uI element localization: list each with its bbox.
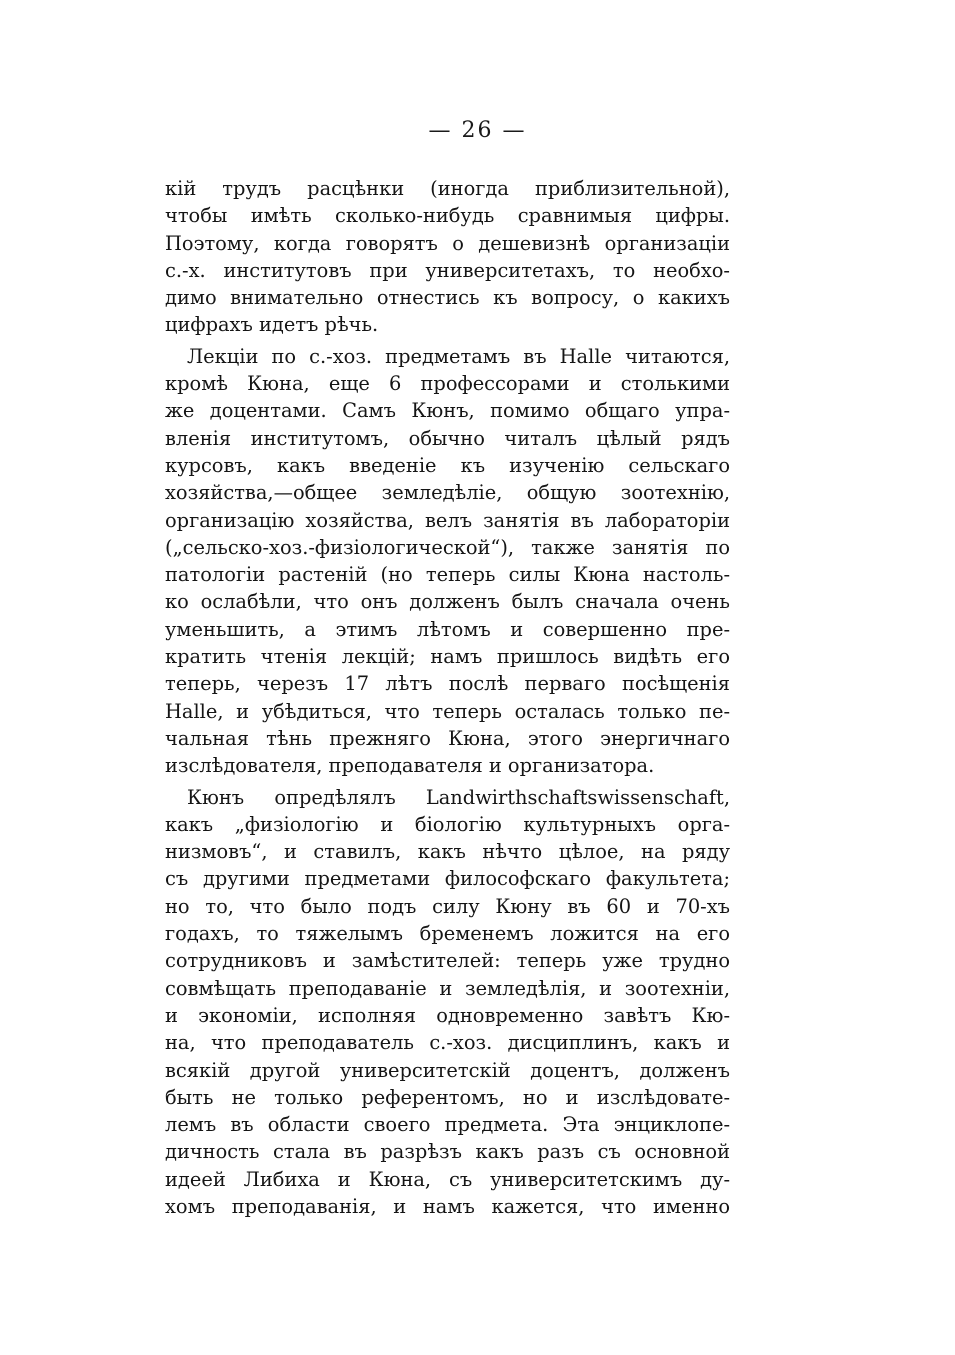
text-line: Halle, и убѣдиться, что теперь осталась только пе- bbox=[165, 699, 730, 723]
page-number: — 26 — bbox=[428, 118, 527, 143]
text-line: хомъ преподаванія, и намъ кажется, что именно bbox=[165, 1194, 730, 1218]
text-line: уменьшить, а этимъ лѣтомъ и совершенно пре- bbox=[165, 617, 730, 641]
text-line: цифрахъ идетъ рѣчь. bbox=[165, 313, 379, 337]
text-line: какъ „физіологію и біологію культурныхъ орга- bbox=[165, 812, 730, 836]
text-line: Поэтому, когда говорятъ о дешевизнѣ организаціи bbox=[165, 231, 730, 255]
text-line: и экономіи, исполняя одновременно завѣтъ Кю- bbox=[165, 1003, 730, 1027]
text-line: съ другими предметами философскаго факультета; bbox=[165, 867, 730, 891]
text-line: теперь, черезъ 17 лѣтъ послѣ перваго посѣщенія bbox=[165, 672, 730, 696]
text-line: изслѣдователя, преподавателя и организатора. bbox=[165, 754, 655, 778]
text-line: курсовъ, какъ введеніе къ изученію сельскаго bbox=[165, 453, 730, 477]
text-line: организацію хозяйства, велъ занятія въ лабораторіи bbox=[165, 508, 730, 532]
text-line: дичность стала въ разрѣзъ какъ разъ съ основной bbox=[165, 1140, 730, 1164]
text-line: Кюнъ опредѣлялъ Landwirthschaftswissenschaft, bbox=[187, 785, 730, 809]
text-line: совмѣщать преподаваніе и земледѣлія, и зоотехніи, bbox=[165, 976, 730, 1000]
text-line: годахъ, то тяжелымъ бременемъ ложится на его bbox=[165, 922, 730, 946]
text-line: всякій другой университетскій доцентъ, долженъ bbox=[165, 1058, 730, 1082]
text-line: же доцентами. Самъ Кюнъ, помимо общаго упра- bbox=[165, 399, 730, 423]
text-line: вленія институтомъ, обычно читалъ цѣлый рядъ bbox=[165, 426, 730, 450]
text-line: димо внимательно отнестись къ вопросу, о какихъ bbox=[165, 286, 730, 310]
text-line: на, что преподаватель с.-хоз. дисциплинъ, какъ и bbox=[165, 1031, 730, 1055]
text-line: но то, что было подъ силу Кюну въ 60 и 70-хъ bbox=[165, 894, 730, 918]
text-line: чтобы имѣть сколько-нибудь сравнимыя цифры. bbox=[165, 204, 730, 228]
body-text bbox=[165, 175, 730, 1220]
text-line: кій трудъ расцѣнки (иногда приблизительной), bbox=[165, 177, 730, 200]
text-line: низмовъ“, и ставилъ, какъ нѣчто цѣлое, на ряду bbox=[165, 840, 730, 864]
text-line: („сельско-хоз.-физіологической“), также занятія по bbox=[165, 535, 730, 559]
text-line: лемъ въ области своего предмета. Эта энциклопе- bbox=[165, 1113, 730, 1137]
text-line: быть не только референтомъ, но и изслѣдовате- bbox=[165, 1085, 730, 1109]
text-line: чальная тѣнь прежняго Кюна, этого энергичнаго bbox=[165, 726, 730, 750]
text-line: с.-х. институтовъ при университетахъ, то необхо- bbox=[165, 258, 730, 282]
text-line: сотрудниковъ и замѣстителей: теперь уже трудно bbox=[165, 949, 730, 973]
text-line: Лекціи по с.-хоз. предметамъ въ Halle читаются, bbox=[187, 344, 730, 368]
text-line: хозяйства,—общее земледѣліе, общую зоотехнію, bbox=[165, 481, 730, 505]
text-line: патологіи растеній (но теперь силы Кюна настоль- bbox=[165, 563, 730, 587]
text-line: кромѣ Кюна, еще 6 профессорами и столькими bbox=[165, 372, 730, 396]
text-line: идеей Либиха и Кюна, съ университетскимъ ду- bbox=[165, 1167, 730, 1191]
text-line: кратить чтенія лекцій; намъ пришлось видѣть его bbox=[165, 645, 730, 669]
text-line: ко ослабѣли, что онъ долженъ былъ сначала очень bbox=[165, 590, 730, 614]
